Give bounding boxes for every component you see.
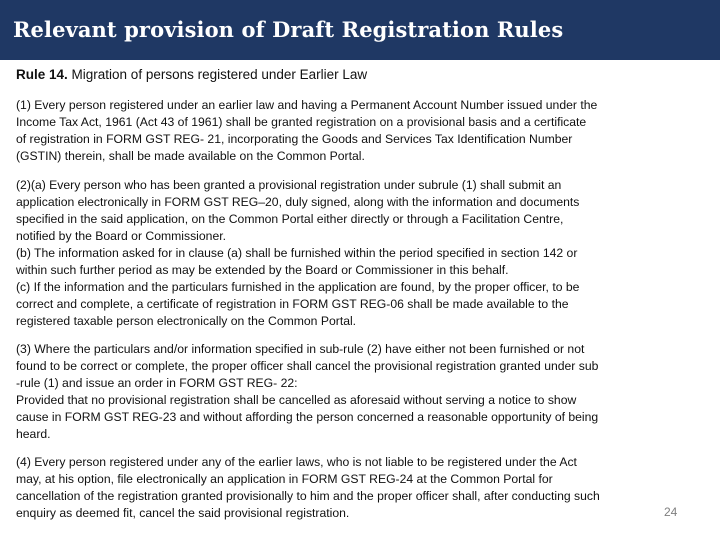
paragraph-line: specified in the said application, on the Common Portal either directly or through a Facilitation Centre, (16, 212, 564, 226)
paragraph-line: correct and complete, a certificate of registration in FORM GST REG-06 shall be made available to the (16, 297, 569, 311)
paragraph-line: of registration in FORM GST REG- 21, incorporating the Goods and Services Tax Identification Number (16, 132, 573, 146)
slide-title: Relevant provision of Draft Registration Rules (13, 17, 564, 42)
paragraph-line: registered taxable person electronically on the Common Portal. (16, 314, 357, 328)
paragraph-line: cancellation of the registration granted provisionally to him and the proper officer shall, after conducting such (16, 489, 600, 503)
paragraph-line: (4) Every person registered under any of the earlier laws, who is not liable to be registered under the Act (16, 455, 577, 469)
paragraph-line: (3) Where the particulars and/or information specified in sub-rule (2) have either not been furnished or not (16, 342, 585, 356)
page-number: 24 (664, 505, 678, 519)
paragraph-3 (16, 341, 706, 443)
paragraph-line: application electronically in FORM GST REG–20, duly signed, along with the information and documents (16, 195, 580, 209)
paragraph-2 (16, 177, 706, 330)
paragraph-line: Income Tax Act, 1961 (Act 43 of 1961) shall be granted registration on a provisional basis and a certificate (16, 115, 587, 129)
paragraph-line: notified by the Board or Commissioner. (16, 229, 226, 243)
paragraph-line: found to be correct or complete, the proper officer shall cancel the provisional registration granted under sub (16, 359, 599, 373)
paragraph-line: (b) The information asked for in clause (a) shall be furnished within the period specified in section 142 or (16, 246, 578, 260)
paragraph-line: heard. (16, 427, 51, 441)
paragraph-4 (16, 454, 706, 522)
rule-title: Migration of persons registered under Earlier Law (67, 67, 368, 82)
rule-heading (16, 67, 367, 82)
title-bar (0, 0, 720, 60)
paragraph-line: (GSTIN) therein, shall be made available on the Common Portal. (16, 149, 365, 163)
paragraph-line: (1) Every person registered under an earlier law and having a Permanent Account Number issued under the (16, 98, 598, 112)
paragraph-line: within such further period as may be extended by the Board or Commissioner in this behalf. (16, 263, 509, 277)
rule-number: Rule 14. (16, 67, 68, 82)
paragraph-line: (c) If the information and the particulars furnished in the application are found, by the proper officer, to be (16, 280, 580, 294)
slide-content (0, 60, 720, 540)
paragraph-line: cause in FORM GST REG-23 and without affording the person concerned a reasonable opportunity of being (16, 410, 599, 424)
paragraph-line: enquiry as deemed fit, cancel the said provisional registration. (16, 506, 350, 520)
paragraph-line: may, at his option, file electronically an application in FORM GST REG-24 at the Common Portal for (16, 472, 553, 486)
paragraph-line: -rule (1) and issue an order in FORM GST REG- 22: (16, 376, 298, 390)
paragraph-1 (16, 97, 706, 165)
paragraph-line: Provided that no provisional registration shall be cancelled as aforesaid without serving a notice to show (16, 393, 577, 407)
paragraph-line: (2)(a) Every person who has been granted a provisional registration under subrule (1) shall submit an (16, 178, 562, 192)
